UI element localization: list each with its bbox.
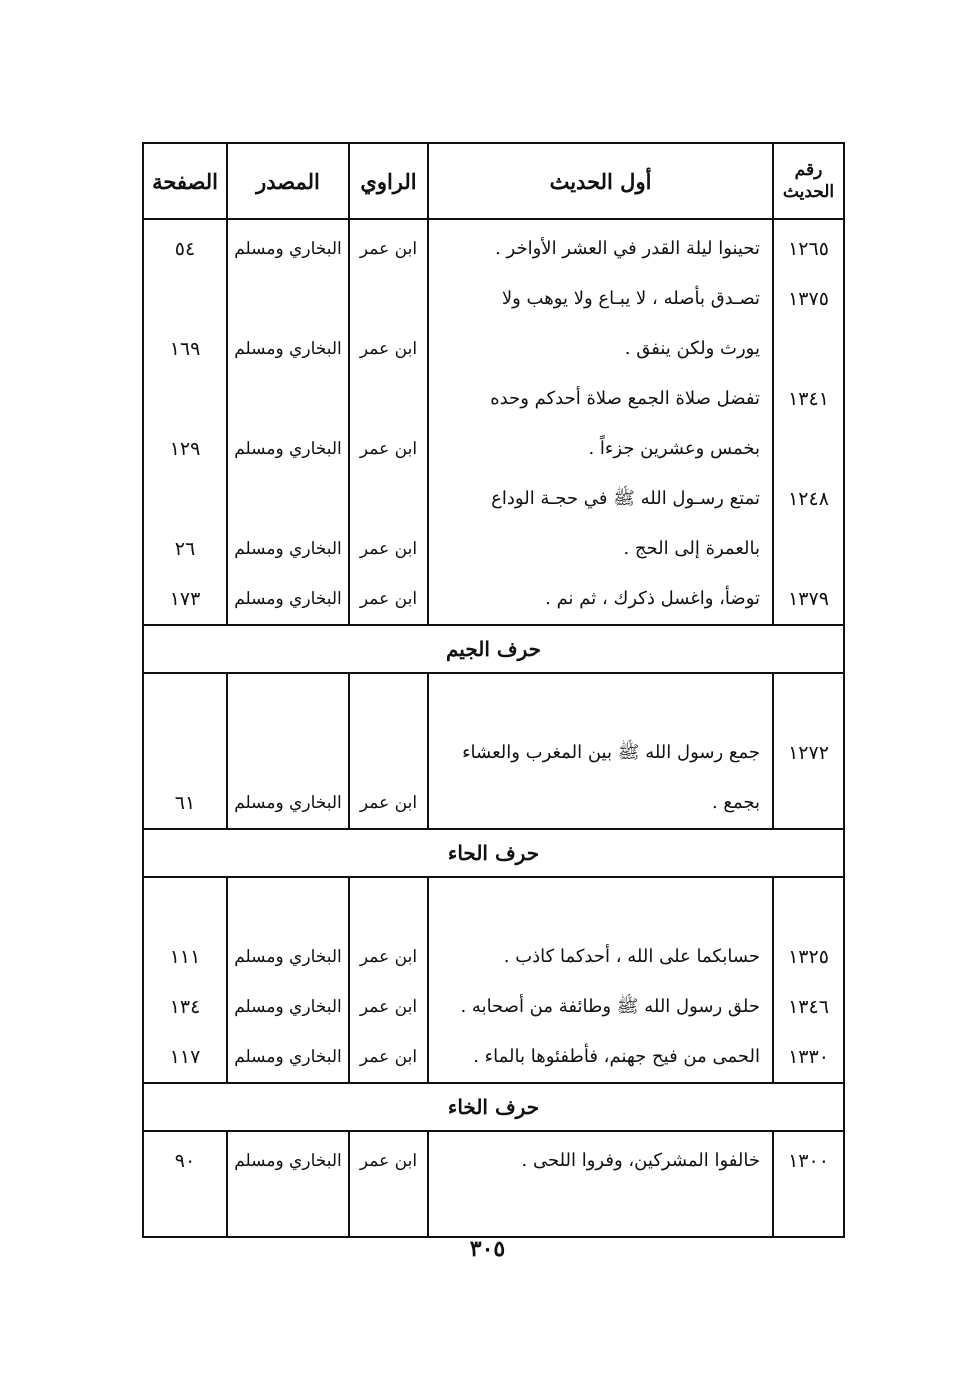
narrator: ابن عمر <box>359 539 418 559</box>
page-ref: ١١١ <box>169 946 201 968</box>
section-heading-jeem: حرف الجيم <box>144 624 843 674</box>
narrator: ابن عمر <box>359 1047 418 1067</box>
narrator: ابن عمر <box>359 997 418 1017</box>
hadith-text: بخمس وعشرين جزءاً . <box>588 438 760 459</box>
hadith-text: حسابكما على الله ، أحدكما كاذب . <box>503 946 760 967</box>
page-ref: ٩٠ <box>174 1150 196 1172</box>
hadith-text: بالعمرة إلى الحج . <box>623 538 760 559</box>
page-ref: ٢٦ <box>174 538 196 560</box>
narrator: ابن عمر <box>359 947 418 967</box>
page-ref: ٥٤ <box>174 238 196 260</box>
page-ref: ٦١ <box>174 792 196 814</box>
hadith-number: ١٣٣٠ <box>788 1046 829 1068</box>
hadith-text: يورث ولكن ينفق . <box>624 338 760 359</box>
narrator: ابن عمر <box>359 1151 418 1171</box>
narrator: ابن عمر <box>359 589 418 609</box>
narrator: ابن عمر <box>359 439 418 459</box>
table-header <box>144 144 843 220</box>
header-source: المصدر <box>226 144 348 218</box>
hadith-number: ١٣٧٩ <box>788 588 829 610</box>
source: البخاري ومسلم <box>234 997 342 1017</box>
hadith-text: تفضل صلاة الجمع صلاة أحدكم وحده <box>490 388 760 409</box>
section-group-2 <box>144 674 843 828</box>
hadith-text: تحينوا ليلة القدر في العشر الأواخر . <box>495 238 760 259</box>
hadith-number: ١٣٧٥ <box>788 288 829 310</box>
page-ref: ١٢٩ <box>169 438 201 460</box>
hadith-index-table <box>142 142 845 1238</box>
hadith-text: تمتع رسـول الله ﷺ في حجـة الوداع <box>491 488 760 509</box>
source: البخاري ومسلم <box>234 439 342 459</box>
section-group-1 <box>144 220 843 624</box>
hadith-text: جمع رسول الله ﷺ بين المغرب والعشاء <box>462 742 760 763</box>
hadith-number: ١٢٤٨ <box>788 488 829 510</box>
source: البخاري ومسلم <box>234 1047 342 1067</box>
section-heading-haa: حرف الحاء <box>144 828 843 878</box>
hadith-number: ١٣٤١ <box>788 388 829 410</box>
section-heading-khaa: حرف الخاء <box>144 1082 843 1132</box>
page-number: ٣٠٥ <box>469 1236 506 1262</box>
page-ref: ١٧٣ <box>169 588 201 610</box>
header-hadith-number: رقم الحديث <box>772 144 843 218</box>
hadith-number: ١٣٤٦ <box>788 996 829 1018</box>
source: البخاري ومسلم <box>234 239 342 259</box>
narrator: ابن عمر <box>359 239 418 259</box>
hadith-number: ١٣٠٠ <box>788 1150 829 1172</box>
section-group-3 <box>144 878 843 1082</box>
hadith-text: حلق رسول الله ﷺ وطائفة من أصحابه . <box>460 996 760 1017</box>
hadith-text: توضأ، واغسل ذكرك ، ثم نم . <box>545 588 760 609</box>
source: البخاري ومسلم <box>234 1151 342 1171</box>
narrator: ابن عمر <box>359 339 418 359</box>
source: البخاري ومسلم <box>234 947 342 967</box>
source: البخاري ومسلم <box>234 589 342 609</box>
hadith-text: بجمع . <box>711 792 760 813</box>
hadith-text: خالفوا المشركين، وفروا اللحى . <box>521 1150 760 1171</box>
header-narrator: الراوي <box>348 144 427 218</box>
header-page: الصفحة <box>152 168 218 194</box>
page-ref: ١١٧ <box>169 1046 201 1068</box>
hadith-number: ١٢٦٥ <box>788 238 829 260</box>
page-ref: ١٦٩ <box>169 338 201 360</box>
hadith-text: الحمى من فيح جهنم، فأطفئوها بالماء . <box>473 1046 760 1067</box>
source: البخاري ومسلم <box>234 339 342 359</box>
hadith-number: ١٢٧٢ <box>788 742 829 764</box>
source: البخاري ومسلم <box>234 793 342 813</box>
header-hadith-text: أول الحديث <box>427 144 772 218</box>
section-group-4 <box>144 1132 843 1236</box>
narrator: ابن عمر <box>359 793 418 813</box>
page-ref: ١٣٤ <box>169 996 201 1018</box>
hadith-text: تصـدق بأصله ، لا يبـاع ولا يوهب ولا <box>501 288 760 309</box>
source: البخاري ومسلم <box>234 539 342 559</box>
hadith-number: ١٣٢٥ <box>788 946 829 968</box>
